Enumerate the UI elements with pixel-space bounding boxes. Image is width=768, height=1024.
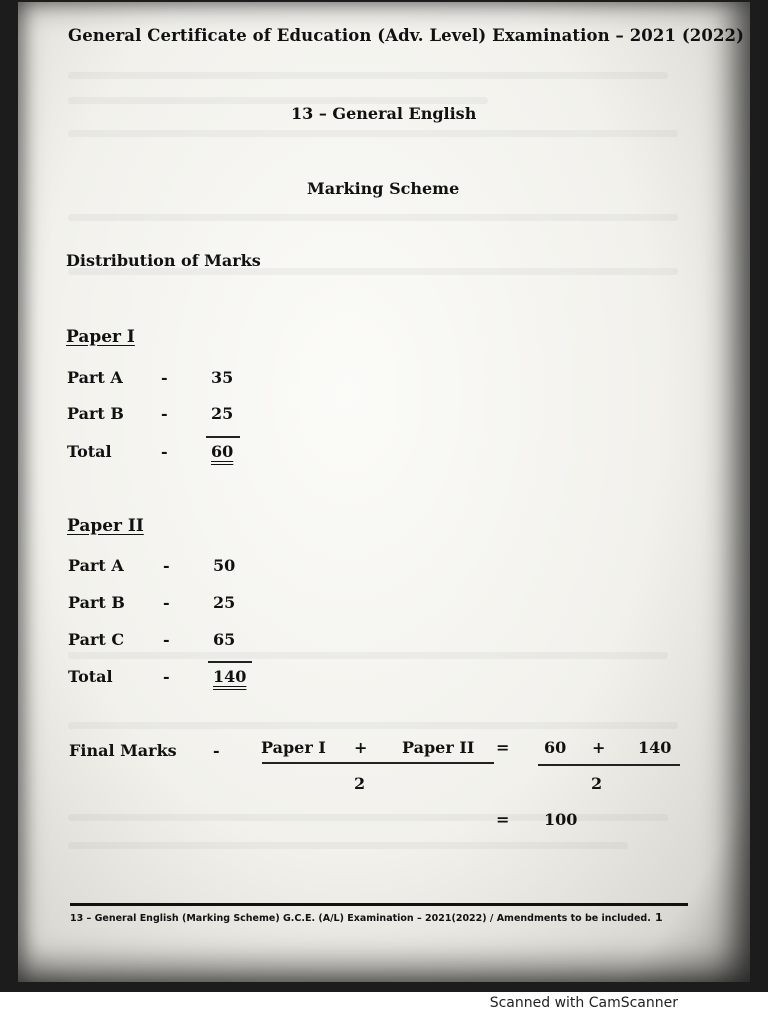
paper2-part-a-value: 50 xyxy=(213,556,236,575)
paper2-title: Paper II xyxy=(67,516,144,536)
final-result: 100 xyxy=(544,810,578,829)
footer-text: 13 – General English (Marking Scheme) G.C.E. (A/L) Examination – 2021(2022) / Amendments to be included. xyxy=(70,913,651,924)
paper1-total-dash: - xyxy=(161,442,168,461)
final-term-paper2: Paper II xyxy=(402,738,475,757)
final-marks-label: Final Marks xyxy=(69,741,177,760)
paper2-part-b-dash: - xyxy=(163,593,170,612)
final-term-paper1: Paper I xyxy=(261,738,326,757)
paper1-title: Paper I xyxy=(66,327,135,347)
bleed-through-line xyxy=(68,72,668,79)
final-fraction-bar-left xyxy=(262,762,494,764)
paper2-part-c-label: Part C xyxy=(68,630,125,649)
bleed-through-line xyxy=(68,842,628,849)
bleed-through-line xyxy=(68,214,678,221)
paper2-part-b-value: 25 xyxy=(213,593,236,612)
paper2-part-c-value: 65 xyxy=(213,630,236,649)
bleed-through-line xyxy=(68,722,678,729)
paper1-part-b-value: 25 xyxy=(211,404,234,423)
document-type: Marking Scheme xyxy=(307,179,460,198)
final-fraction-bar-right xyxy=(538,764,680,766)
exam-title: General Certificate of Education (Adv. Level) Examination – 2021 (2022) xyxy=(68,26,745,45)
subject-title: 13 – General English xyxy=(291,104,477,123)
paper2-sum-rule xyxy=(208,661,252,663)
bleed-through-line xyxy=(68,814,668,821)
final-number-140: 140 xyxy=(638,738,672,757)
paper1-sum-rule xyxy=(206,436,240,438)
paper1-part-b-dash: - xyxy=(161,404,168,423)
page-number: 1 xyxy=(655,911,663,924)
paper2-part-a-dash: - xyxy=(163,556,170,575)
paper2-total-label: Total xyxy=(68,667,113,686)
camscanner-watermark: Scanned with CamScanner xyxy=(489,995,678,1011)
final-number-60: 60 xyxy=(544,738,567,757)
paper2-total-dash: - xyxy=(163,667,170,686)
paper2-total-value: 140 xyxy=(213,667,247,686)
final-denominator-left: 2 xyxy=(354,774,366,793)
paper1-total-label: Total xyxy=(67,442,112,461)
document-page xyxy=(18,2,750,982)
camscanner-banner xyxy=(0,992,768,1024)
paper2-part-b-label: Part B xyxy=(68,593,125,612)
final-equals-2: = xyxy=(496,810,510,829)
bleed-through-line xyxy=(68,97,488,104)
paper2-part-c-dash: - xyxy=(163,630,170,649)
paper1-part-a-value: 35 xyxy=(211,368,234,387)
final-equals-1: = xyxy=(496,738,510,757)
final-denominator-right: 2 xyxy=(591,774,603,793)
paper1-part-a-label: Part A xyxy=(67,368,123,387)
footer-rule xyxy=(70,903,688,906)
final-plus-2: + xyxy=(592,738,606,757)
paper1-total-value: 60 xyxy=(211,442,234,461)
final-marks-dash: - xyxy=(213,741,220,760)
paper1-part-b-label: Part B xyxy=(67,404,124,423)
final-plus-1: + xyxy=(354,738,368,757)
bleed-through-line xyxy=(68,130,678,137)
paper2-part-a-label: Part A xyxy=(68,556,124,575)
paper1-part-a-dash: - xyxy=(161,368,168,387)
distribution-heading: Distribution of Marks xyxy=(66,251,261,270)
bleed-through-line xyxy=(68,652,668,659)
